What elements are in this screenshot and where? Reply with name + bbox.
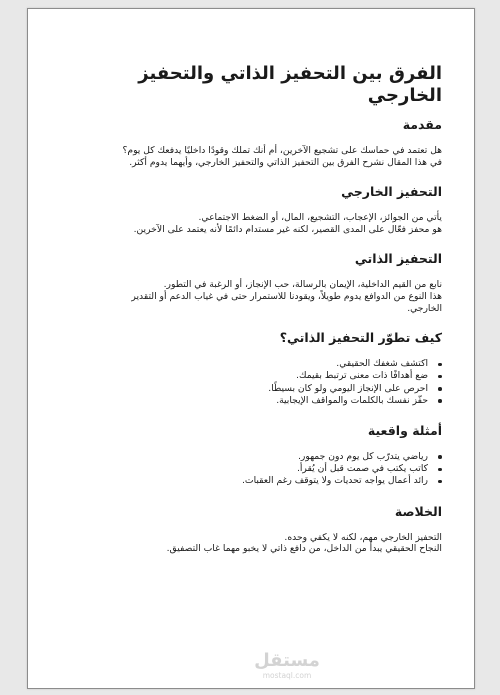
section-heading: التحفيز الذاتي [354, 251, 442, 267]
paragraph-line: نابع من القيم الداخلية، الإيمان بالرسالة، حب الإنجاز، أو الرغبة في التطور. [163, 279, 442, 291]
section-heading: كيف تطوّر التحفيز الذاتي؟ [279, 330, 442, 346]
list-item: احرص على الإنجاز اليومي ولو كان بسيطًا. [112, 383, 428, 395]
watermark [242, 651, 332, 680]
section-external [112, 184, 442, 235]
paragraph-line: هو محفز فعّال على المدى القصير، لكنه غير مستدام دائمًا لأنه يعتمد على الآخرين. [133, 223, 442, 235]
paragraph-line: هل تعتمد في حماسك على تشجيع الآخرين، أم أنك تملك وقودًا داخليًا يدفعك كل يوم؟ [122, 145, 442, 156]
watermark-url: mostaql.com [262, 671, 312, 680]
list-item: ضع أهدافًا ذات معنى ترتبط بقيمك. [112, 370, 428, 382]
section-internal [112, 251, 442, 314]
paragraph-line: يأتي من الجوائز، الإعجاب، التشجيع، المال، أو الضغط الاجتماعي. [198, 212, 442, 224]
section-intro [112, 117, 442, 168]
document-page [27, 8, 475, 689]
section-heading: مقدمة [402, 117, 442, 132]
document-content [112, 63, 442, 555]
paragraph-line: في هذا المقال نشرح الفرق بين التحفيز الذاتي والتحفيز الخارجي، وأيهما يدوم أكثر. [129, 156, 442, 168]
watermark-logo: مستقل [254, 650, 320, 671]
list-item: اكتشف شغفك الحقيقي. [112, 358, 428, 370]
section-heading: أمثلة واقعية [367, 422, 442, 438]
list-item: كاتب يكتب في صمت قبل أن يُقرأ. [112, 463, 428, 475]
list-item: حفّز نفسك بالكلمات والمواقف الإيجابية. [112, 395, 428, 407]
section-examples [112, 423, 442, 488]
section-conclusion [112, 504, 442, 555]
paragraph-line: هذا النوع من الدوافع يدوم طويلاً، ويقودنا للاستمرار حتى في غياب الدعم أو التقدير الخارجي. [131, 290, 442, 314]
bullet-list [112, 451, 442, 488]
bullet-list [112, 358, 442, 407]
page-title: الفرق بين التحفيز الذاتي والتحفيز الخارجي [138, 63, 442, 106]
paragraph-line: التحفيز الخارجي مهم، لكنه لا يكفي وحده. [284, 531, 442, 543]
list-item: رائد أعمال يواجه تحديات ولا يتوقف رغم العقبات. [112, 475, 428, 487]
list-item: رياضي يتدرّب كل يوم دون جمهور. [112, 451, 428, 463]
paragraph-line: النجاح الحقيقي يبدأ من الداخل، من دافع ذاتي لا يخبو مهما غاب التصفيق. [166, 543, 442, 555]
section-develop [112, 330, 442, 407]
section-heading: التحفيز الخارجي [341, 184, 442, 200]
section-heading: الخلاصة [394, 503, 442, 519]
